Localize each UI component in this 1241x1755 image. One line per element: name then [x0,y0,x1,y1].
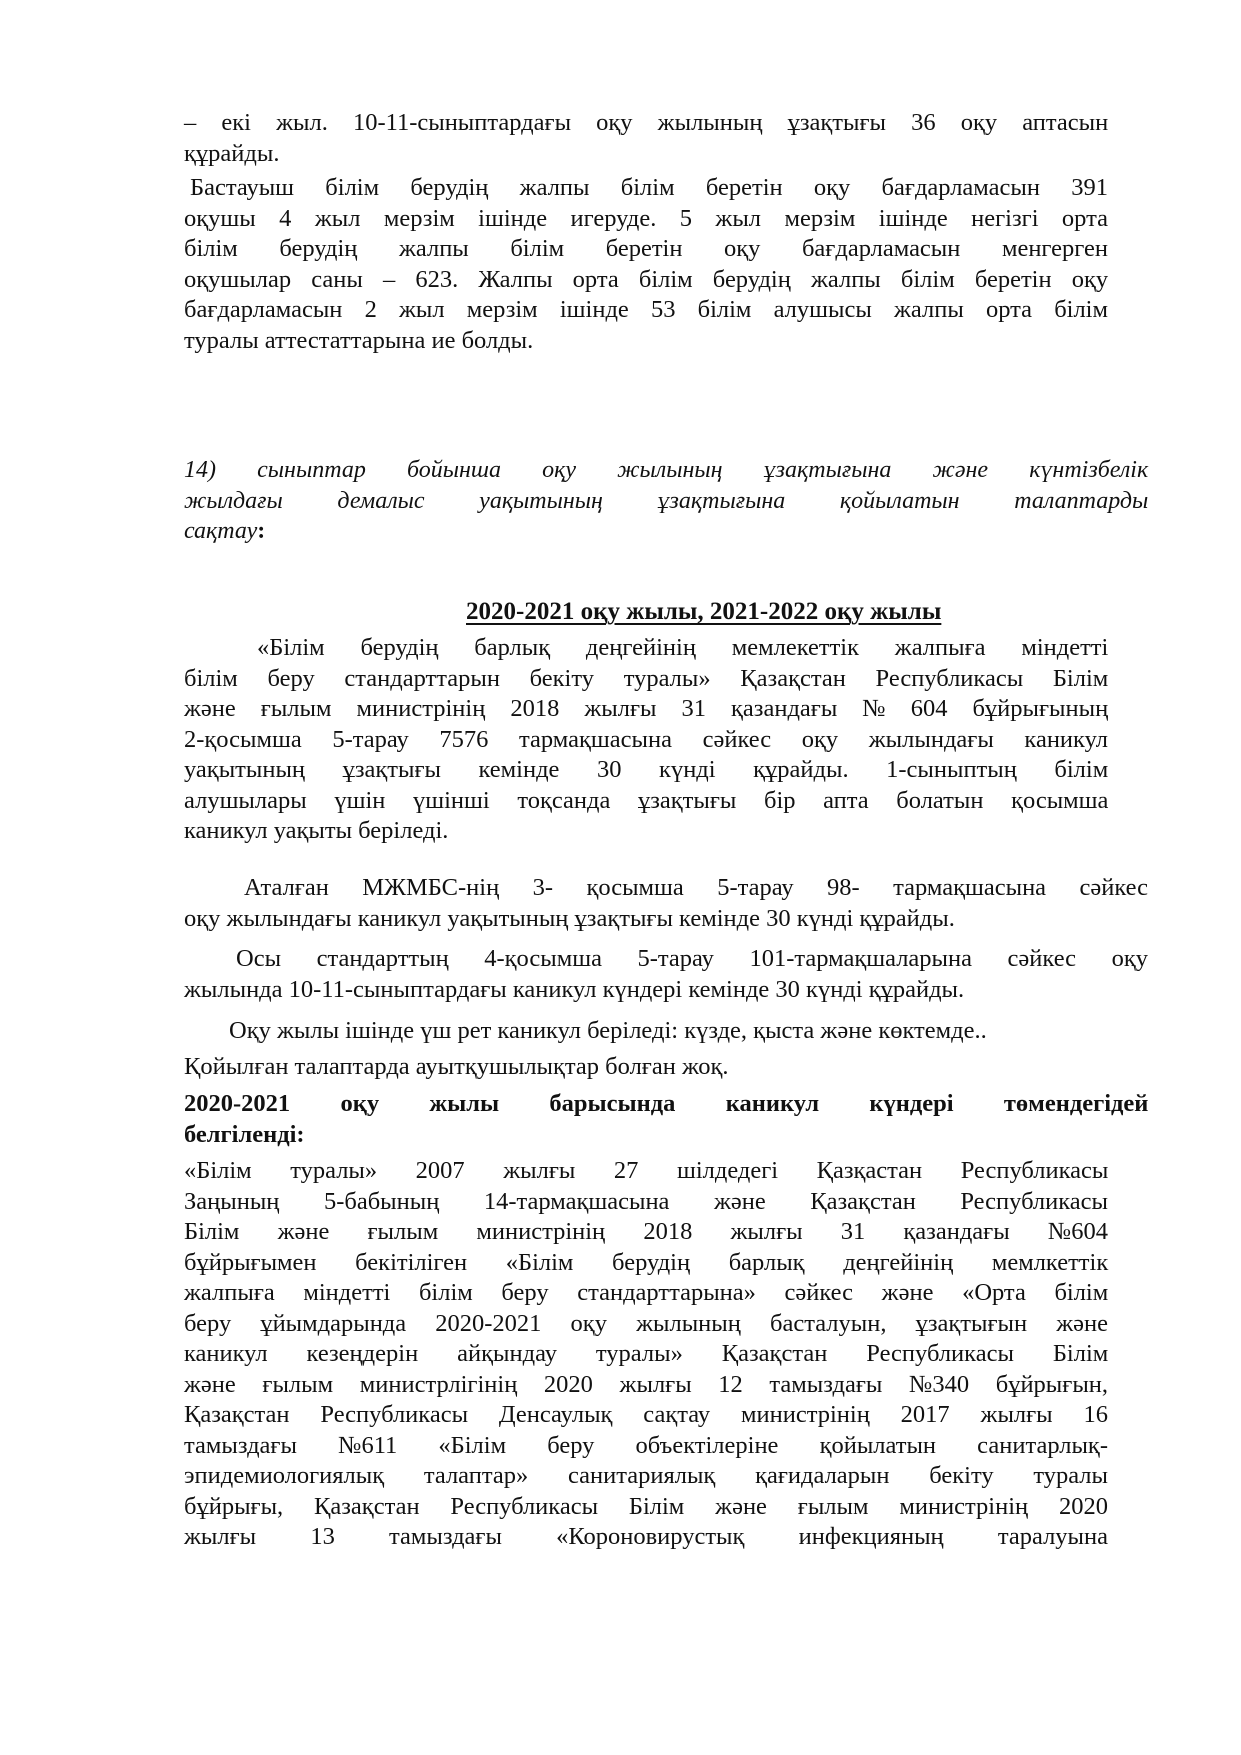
text-line: Қойылған талаптарда ауытқушылықтар болған жоқ. [184,1053,729,1080]
text-line: жылында 10-11-сыныптардағы каникул күндері кемінде 30 күнді құрайды. [184,975,965,1003]
section-heading-14 [184,455,1148,547]
text-line: Оқу жылы ішінде үш рет каникул беріледі: күзде, қыста және көктемде.. [229,1017,987,1044]
academic-years-title: 2020-2021 оқу жылы, 2021-2022 оқу жылы [466,598,942,625]
text-line: оқу жылындағы каникул уақытының ұзақтығы кемінде 30 күнді құрайды. [184,904,955,932]
text-line: бұйрығымен бекітілiген «Білім берудің барлық деңгейінің мемлкеттік [184,1248,1109,1276]
text-line: білім берудің жалпы білім беретін оқу бағдарламасын менгерген [184,235,1108,262]
text-line: оқушы 4 жыл мерзім ішінде игеруде. 5 жыл мерзім ішінде негізгі орта [184,204,1108,232]
text-line: жалпыға міндетті білім беру стандарттарына» сәйкес және «Орта білім [184,1279,1109,1306]
text-line: тамыздағы №611 «Білім беру объектілеріне қойылатын санитарлық- [184,1431,1108,1459]
text-line: жылғы 13 тамыздағы «Короновирустық инфекцияның таралуына [184,1523,1108,1550]
text-line [184,516,1148,547]
paragraph-intro-end [184,108,1108,169]
text-line: эпидемиологиялық талаптар» санитариялық қағидаларын бекіту туралы [184,1462,1108,1489]
text-line: және ғылым министрлігінің 2020 жылғы 12 тамыздағы №340 бұйрығын, [184,1370,1109,1398]
text-line: құрайды. [184,139,280,167]
text-line: 2020-2021 оқу жылы барысында каникул күндері төмендегідей [184,1090,1149,1117]
paragraph-standard-appendix4 [184,944,1148,1005]
text-line: Заңының 5-бабының 14-тармақшасына және Қазақстан Республикасы [184,1187,1108,1215]
text-line: 14) сыныптар бойынша оқу жылының ұзақтығына және күнтізбелік [184,457,1149,483]
text-line: Қазақстан Республикасы Денсаулық сақтау министрінің 2017 жылғы 16 [184,1401,1108,1428]
text-line: «Білім берудің барлық деңгейінің мемлекеттік жалпыға міндетті [257,634,1109,661]
text-line: – екі жыл. 10-11-сыныптардағы оқу жылының ұзақтығы 36 оқу аптасын [184,109,1109,136]
text-line: жылдағы демалыс уақытының ұзақтығына қойылатын талаптарды [184,487,1149,514]
paragraph-no-deviations [184,1052,1148,1083]
text-line: белгіленді: [184,1120,305,1148]
text-line: Білім және ғылым министрінің 2018 жылғы 31 қазандағы №604 [184,1218,1108,1245]
text-line: каникул кезеңдерін айқындау туралы» Қазақстан Республикасы Білім [184,1340,1109,1367]
text-line: Бастауыш білім берудің жалпы білім беретін оқу бағдарламасын 391 [190,174,1108,201]
text-line: білім беру стандарттарын бекіту туралы» Қазақстан Республикасы Білім [184,664,1109,692]
text-line: бұйрығы, Қазақстан Республикасы Білім және ғылым министрінің 2020 [184,1492,1108,1520]
holidays-heading [184,1089,1148,1150]
heading-colon: : [257,518,266,544]
text-line: 2-қосымша 5-тарау 7576 тармақшасына сәйкес оқу жылындағы каникул [184,725,1108,753]
text-line: Осы стандарттың 4-қосымша 5-тарау 101-тармақшаларына сәйкес оқу [236,945,1148,972]
text-line: алушылары үшін үшінші тоқсанда ұзақтығы бір апта болатын қосымша [184,786,1109,814]
paragraph-legal-basis [184,1156,1108,1553]
text-line: «Білім туралы» 2007 жылғы 27 шілдедегі Қазқастан Республикасы [184,1157,1109,1184]
text-line: бағдарламасын 2 жыл мерзім ішінде 53 білім алушысы жалпы орта білім [184,296,1108,323]
paragraph-standards [184,633,1108,847]
text-line: уақытының ұзақтығы кемінде 30 күнді құрайды. 1-сыныптың білім [184,756,1109,783]
heading-text: сақтау [184,518,258,544]
text-line: оқушылар саны – 623. Жалпы орта білім берудің жалпы білім беретін оқу [184,265,1109,293]
paragraph-graduates [184,173,1108,356]
paragraph-holidays-three-times [184,1016,1148,1047]
text-line: беру ұйымдарында 2020-2021 оқу жылының басталуын, ұзақтығын және [184,1309,1108,1337]
text-line: Аталған МЖМБС-нің 3- қосымша 5-тарау 98- тармақшасына сәйкес [244,874,1148,901]
text-line: және ғылым министрінің 2018 жылғы 31 қазандағы № 604 бұйрығының [184,695,1109,722]
paragraph-mzhmbs [184,873,1148,934]
text-line: туралы аттестаттарына ие болды. [184,326,534,354]
text-line: каникул уақыты беріледі. [184,817,449,844]
